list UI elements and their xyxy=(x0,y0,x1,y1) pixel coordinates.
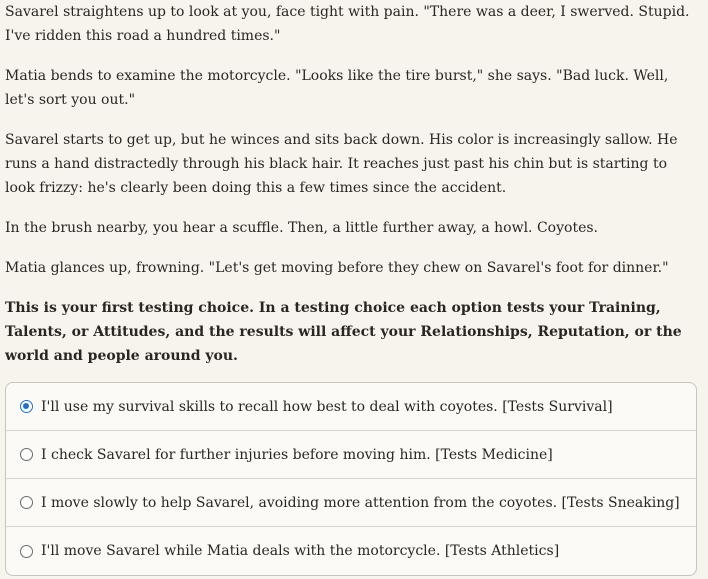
choice-option-label: I'll move Savarel while Matia deals with the motorcycle. [Tests Athletics] xyxy=(41,543,560,559)
story-paragraph: In the brush nearby, you hear a scuffle. Then, a little further away, a howl. Coyotes. xyxy=(5,220,598,236)
choice-option[interactable] xyxy=(6,527,696,575)
choice-option[interactable] xyxy=(6,479,696,527)
choice-option[interactable] xyxy=(6,431,696,479)
choice-prompt: This is your first testing choice. In a testing choice each option tests your Training, Talents, or Attitudes, and the results will affect your Relationships, Reputation, or the world and people around you. xyxy=(5,300,682,364)
radio-icon[interactable] xyxy=(20,448,33,461)
story-paragraph: Savarel straightens up to look at you, face tight with pain. "There was a deer, I swerved. Stupid. I've ridden this road a hundred times." xyxy=(5,4,690,44)
radio-icon[interactable] xyxy=(20,496,33,509)
choice-list xyxy=(5,382,697,576)
choice-option-label: I check Savarel for further injuries before moving him. [Tests Medicine] xyxy=(41,446,553,463)
radio-icon[interactable] xyxy=(20,545,33,558)
radio-selected-icon[interactable] xyxy=(20,400,33,413)
story-paragraph: Savarel starts to get up, but he winces and sits back down. His color is increasingly sallow. He runs a hand distractedly through his black hair. It reaches just past his chin but is starting to look frizzy: he's clearly been doing this a few times since the accident. xyxy=(5,132,678,196)
choice-option-label: I'll use my survival skills to recall how best to deal with coyotes. [Tests Survival] xyxy=(41,398,613,415)
choice-option[interactable] xyxy=(6,383,696,431)
choice-option-label: I move slowly to help Savarel, avoiding more attention from the coyotes. [Tests Sneaking] xyxy=(41,494,680,511)
story-paragraph: Matia glances up, frowning. "Let's get moving before they chew on Savarel's foot for dinner." xyxy=(5,260,669,276)
story-paragraph: Matia bends to examine the motorcycle. "Looks like the tire burst," she says. "Bad luck. Well, let's sort you out." xyxy=(5,68,669,108)
